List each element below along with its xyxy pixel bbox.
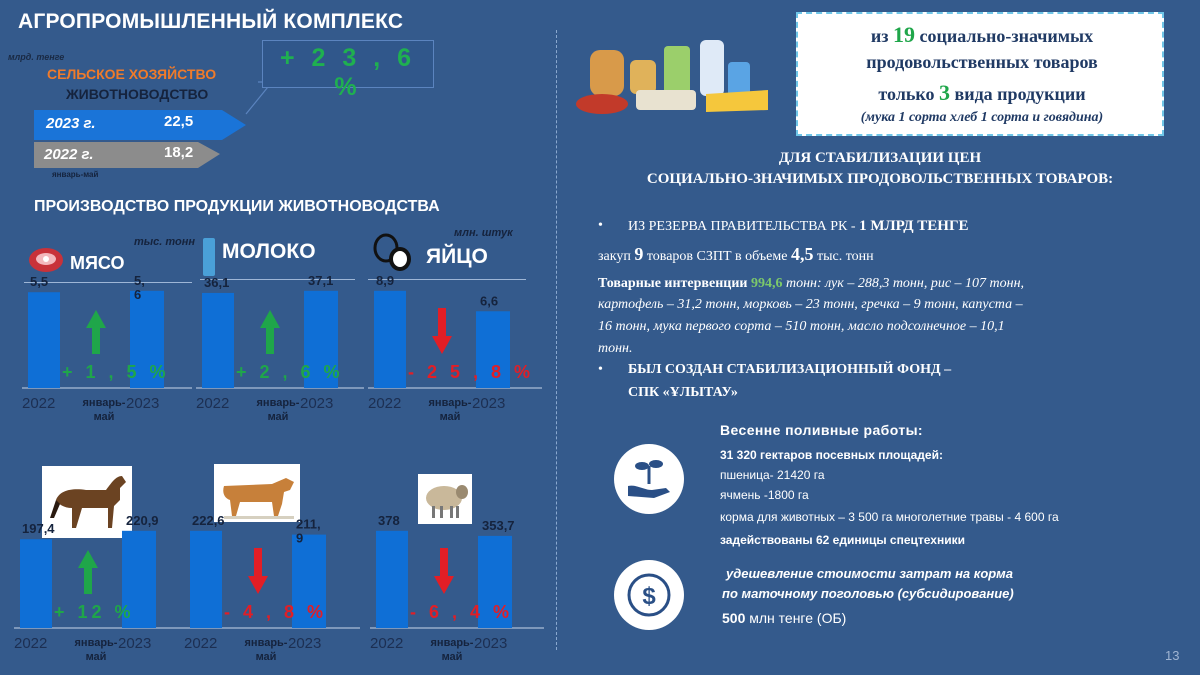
spring-barley: ячмень -1800 га: [720, 488, 809, 502]
milk-tick-2023: 2023: [300, 395, 334, 412]
subsidy-line2: по маточному поголовью (субсидирование): [722, 586, 1014, 601]
purchase-line: закуп 9 товаров СЗПТ в объеме 4,5 тыс. тонн: [598, 244, 874, 264]
sheep-period: январь-май: [430, 637, 474, 663]
milk-label: МОЛОКО: [222, 240, 316, 263]
svg-text:$: $: [642, 583, 656, 610]
value-2023: 22,5: [164, 113, 194, 130]
horse-value-2023: 220,9: [126, 512, 159, 528]
sheep-bar-2022: [376, 531, 408, 628]
spring-title: Весенне поливные работы:: [720, 422, 923, 438]
meat-change: + 1 , 5 %: [62, 362, 170, 382]
sheep-value-2022: 378: [378, 512, 400, 528]
unit-billion: млрд. тенге: [8, 52, 65, 62]
infobox-line2: продовольственных товаров: [866, 52, 1098, 72]
cow-period: январь-май: [244, 637, 288, 663]
products-infobox: [796, 12, 1164, 136]
section-divider: [556, 30, 557, 650]
bullet-2-fund: СПК «ҰЛЫТАУ»: [628, 385, 738, 400]
bullet-2-text: БЫЛ СОЗДАН СТАБИЛИЗАЦИОННЫЙ ФОНД –: [628, 362, 952, 377]
meat-value-2023: 5, 6: [134, 272, 145, 302]
eggs-value-2023: 6,6: [480, 293, 499, 309]
growth-value: + 2 3 , 6 %: [279, 44, 417, 101]
sheep-tick-2022: 2022: [370, 635, 404, 652]
year-2023-label: 2023 г.: [46, 115, 96, 132]
milk-bar-2022: [202, 293, 234, 388]
infobox-line4: (мука 1 сорта хлеб 1 сорта и говядина): [860, 110, 1104, 125]
interventions-line4: тонн.: [598, 341, 633, 356]
livestock-charts: [0, 0, 560, 675]
eggs-bar-2022: [374, 291, 406, 388]
year-2022-label: 2022 г.: [44, 146, 94, 163]
stab-heading-2: СОЦИАЛЬНО-ЗНАЧИМЫХ ПРОДОВОЛЬСТВЕННЫХ ТОВАРОВ:: [646, 171, 1114, 187]
value-2022: 18,2: [164, 144, 194, 161]
subsidy-line1: удешевление стоимости затрат на корма: [726, 566, 1013, 581]
spring-area: 31 320 гектаров посевных площадей:: [720, 448, 943, 462]
sheep-value-2023: 353,7: [482, 517, 515, 533]
milk-value-2022: 36,1: [204, 274, 230, 290]
sheep-down-arrow-icon: [434, 548, 454, 594]
spring-tech: задействованы 62 единицы спецтехники: [720, 533, 965, 547]
interventions-line1: Товарные интервенции 994,6 тонн: лук – 288,3 тонн, рис – 107 тонн,: [598, 276, 1025, 291]
cow-bar-2022: [190, 531, 222, 628]
period-label: январь-май: [52, 170, 99, 179]
spring-wheat: пшеница- 21420 га: [720, 468, 825, 482]
meat-period: январь-май: [82, 397, 126, 423]
milk-up-arrow-icon: [260, 310, 280, 354]
stab-heading-1: ДЛЯ СТАБИЛИЗАЦИИ ЦЕН: [778, 150, 982, 166]
page-number: 13: [1165, 648, 1180, 663]
seedling-icon: [614, 444, 684, 514]
meat-bar-2022: [28, 292, 60, 388]
meat-label: МЯСО: [70, 253, 125, 273]
cow-value-2022: 222,6: [192, 512, 225, 528]
cow-value-2023: 211, 9: [296, 516, 321, 546]
cow-down-arrow-icon: [248, 548, 268, 594]
production-title: ПРОИЗВОДСТВО ПРОДУКЦИИ ЖИВОТНОВОДСТВА: [34, 198, 440, 215]
groceries-icon: [572, 38, 772, 118]
eggs-down-arrow-icon: [432, 308, 452, 354]
bullet-2: •: [598, 362, 603, 377]
eggs-tick-2022: 2022: [368, 395, 402, 412]
dollar-icon: [614, 560, 684, 630]
sheep-change: - 6 , 4 %: [410, 602, 514, 622]
cow-tick-2023: 2023: [288, 635, 322, 652]
milk-tick-2022: 2022: [196, 395, 230, 412]
sheep-tick-2023: 2023: [474, 635, 508, 652]
eggs-tick-2023: 2023: [472, 395, 506, 412]
meat-tick-2023: 2023: [126, 395, 160, 412]
interventions-line2: картофель – 31,2 тонн, морковь – 23 тонн, гречка – 9 тонн, капуста –: [598, 297, 1023, 312]
milk-value-2023: 37,1: [308, 272, 334, 288]
horse-bar-2022: [20, 539, 52, 628]
meat-up-arrow-icon: [86, 310, 106, 354]
bullet-1-text: ИЗ РЕЗЕРВА ПРАВИТЕЛЬСТВА РК - 1 МЛРД ТЕНГЕ: [628, 218, 969, 234]
horse-tick-2023: 2023: [118, 635, 152, 652]
unit-eggs: млн. штук: [454, 227, 513, 239]
meat-tick-2022: 2022: [22, 395, 56, 412]
interventions-line3: 16 тонн, мука первого сорта – 510 тонн, масло подсолнечное – 10,1: [598, 319, 1005, 334]
subsidy-amount: 500 млн тенге (ОБ): [722, 610, 847, 626]
bullet-1: •: [598, 218, 603, 233]
infobox-line3: только 3 вида продукции: [878, 80, 1086, 105]
horse-tick-2022: 2022: [14, 635, 48, 652]
eggs-label: ЯЙЦО: [426, 245, 488, 268]
eggs-change: - 2 5 , 8 %: [408, 362, 535, 382]
cow-change: - 4 , 8 %: [224, 602, 328, 622]
page-title: АГРОПРОМЫШЛЕННЫЙ КОМПЛЕКС: [18, 10, 404, 33]
milk-period: январь-май: [256, 397, 300, 423]
horse-change: + 12 %: [54, 602, 135, 622]
cow-tick-2022: 2022: [184, 635, 218, 652]
unit-tonnes: тыс. тонн: [134, 236, 196, 248]
agri-label: СЕЛЬСКОЕ ХОЗЯЙСТВО: [47, 66, 217, 82]
eggs-value-2022: 8,9: [376, 272, 395, 288]
horse-value-2022: 197,4: [22, 521, 55, 537]
spring-fodder: корма для животных – 3 500 га многолетние травы - 4 600 га: [720, 510, 1059, 524]
eggs-period: январь-май: [428, 397, 472, 423]
horse-up-arrow-icon: [78, 550, 98, 594]
infobox-line1: из 19 социально-значимых: [870, 22, 1094, 47]
horse-period: январь-май: [74, 637, 118, 663]
meat-value-2022: 5,5: [30, 274, 49, 290]
livestock-label: ЖИВОТНОВОДСТВО: [66, 86, 209, 102]
milk-change: + 2 , 6 %: [236, 362, 344, 382]
